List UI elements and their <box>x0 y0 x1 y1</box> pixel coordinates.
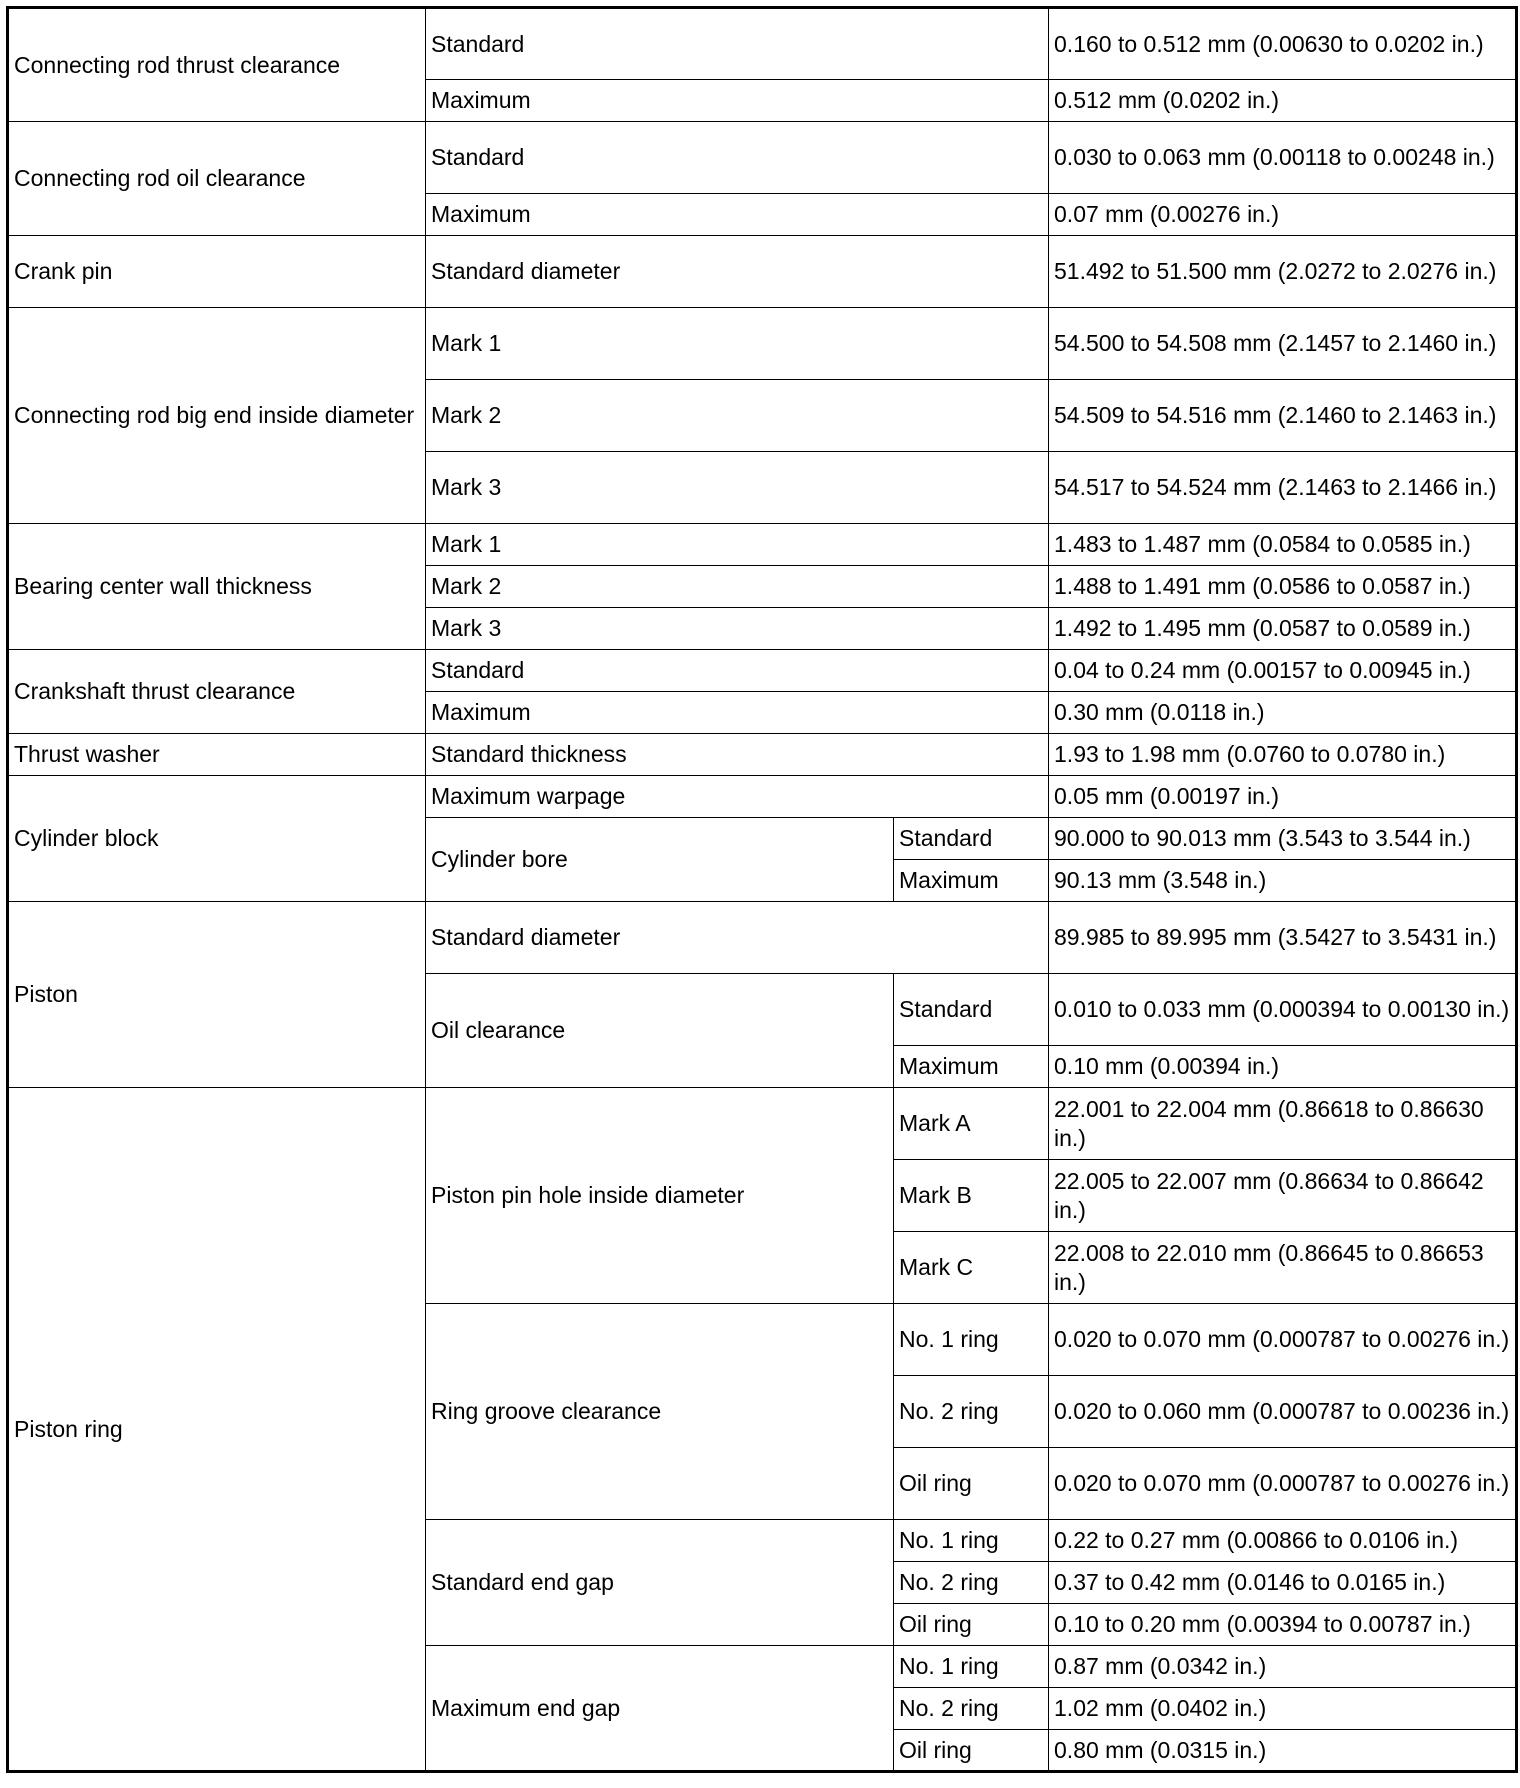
subitem-cell: Mark 3 <box>426 608 1049 650</box>
value-cell: 54.509 to 54.516 mm (2.1460 to 2.1463 in.) <box>1049 380 1517 452</box>
item-cell: Connecting rod thrust clearance <box>8 8 426 122</box>
item-cell: Piston <box>8 902 426 1088</box>
subitem-cell: Maximum warpage <box>426 776 1049 818</box>
table-row <box>8 524 1517 566</box>
subitem-cell: Standard <box>426 122 1049 194</box>
value-cell: 0.020 to 0.070 mm (0.000787 to 0.00276 in.) <box>1049 1448 1517 1520</box>
condition-cell: No. 2 ring <box>894 1376 1049 1448</box>
value-cell: 0.05 mm (0.00197 in.) <box>1049 776 1517 818</box>
table-row <box>8 734 1517 776</box>
subitem-cell: Ring groove clearance <box>426 1304 894 1520</box>
subitem-cell: Maximum <box>426 194 1049 236</box>
table-row <box>8 1088 1517 1160</box>
item-cell: Connecting rod big end inside diameter <box>8 308 426 524</box>
subitem-cell: Mark 1 <box>426 308 1049 380</box>
value-cell: 1.488 to 1.491 mm (0.0586 to 0.0587 in.) <box>1049 566 1517 608</box>
value-cell: 22.005 to 22.007 mm (0.86634 to 0.86642 in.) <box>1049 1160 1517 1232</box>
value-cell: 90.000 to 90.013 mm (3.543 to 3.544 in.) <box>1049 818 1517 860</box>
value-cell: 0.10 mm (0.00394 in.) <box>1049 1046 1517 1088</box>
value-cell: 0.87 mm (0.0342 in.) <box>1049 1646 1517 1688</box>
subitem-cell: Cylinder bore <box>426 818 894 902</box>
value-cell: 0.010 to 0.033 mm (0.000394 to 0.00130 in.) <box>1049 974 1517 1046</box>
value-cell: 22.001 to 22.004 mm (0.86618 to 0.86630 in.) <box>1049 1088 1517 1160</box>
table-row <box>8 902 1517 974</box>
subitem-cell: Standard diameter <box>426 902 1049 974</box>
subitem-cell: Mark 2 <box>426 566 1049 608</box>
value-cell: 1.02 mm (0.0402 in.) <box>1049 1688 1517 1730</box>
subitem-cell: Standard <box>426 8 1049 80</box>
condition-cell: Mark C <box>894 1232 1049 1304</box>
table-row <box>8 236 1517 308</box>
table-row <box>8 122 1517 194</box>
value-cell: 0.10 to 0.20 mm (0.00394 to 0.00787 in.) <box>1049 1604 1517 1646</box>
value-cell: 1.93 to 1.98 mm (0.0760 to 0.0780 in.) <box>1049 734 1517 776</box>
condition-cell: No. 1 ring <box>894 1520 1049 1562</box>
item-cell: Thrust washer <box>8 734 426 776</box>
condition-cell: No. 2 ring <box>894 1562 1049 1604</box>
subitem-cell: Mark 2 <box>426 380 1049 452</box>
item-cell: Cylinder block <box>8 776 426 902</box>
value-cell: 0.160 to 0.512 mm (0.00630 to 0.0202 in.) <box>1049 8 1517 80</box>
subitem-cell: Mark 1 <box>426 524 1049 566</box>
value-cell: 1.492 to 1.495 mm (0.0587 to 0.0589 in.) <box>1049 608 1517 650</box>
table-row <box>8 8 1517 80</box>
condition-cell: Standard <box>894 974 1049 1046</box>
item-cell: Bearing center wall thickness <box>8 524 426 650</box>
table-row <box>8 776 1517 818</box>
item-cell: Piston ring <box>8 1088 426 1772</box>
subitem-cell: Standard end gap <box>426 1520 894 1646</box>
value-cell: 0.512 mm (0.0202 in.) <box>1049 80 1517 122</box>
table-row <box>8 308 1517 380</box>
subitem-cell: Mark 3 <box>426 452 1049 524</box>
value-cell: 1.483 to 1.487 mm (0.0584 to 0.0585 in.) <box>1049 524 1517 566</box>
table-row <box>8 650 1517 692</box>
specification-table <box>6 6 1518 1773</box>
condition-cell: Mark A <box>894 1088 1049 1160</box>
value-cell: 0.020 to 0.060 mm (0.000787 to 0.00236 in.) <box>1049 1376 1517 1448</box>
subitem-cell: Oil clearance <box>426 974 894 1088</box>
subitem-cell: Maximum end gap <box>426 1646 894 1772</box>
value-cell: 0.07 mm (0.00276 in.) <box>1049 194 1517 236</box>
subitem-cell: Maximum <box>426 80 1049 122</box>
condition-cell: No. 1 ring <box>894 1646 1049 1688</box>
condition-cell: Oil ring <box>894 1730 1049 1772</box>
value-cell: 0.22 to 0.27 mm (0.00866 to 0.0106 in.) <box>1049 1520 1517 1562</box>
value-cell: 0.030 to 0.063 mm (0.00118 to 0.00248 in.) <box>1049 122 1517 194</box>
value-cell: 22.008 to 22.010 mm (0.86645 to 0.86653 in.) <box>1049 1232 1517 1304</box>
subitem-cell: Standard <box>426 650 1049 692</box>
subitem-cell: Standard thickness <box>426 734 1049 776</box>
item-cell: Crank pin <box>8 236 426 308</box>
value-cell: 51.492 to 51.500 mm (2.0272 to 2.0276 in.) <box>1049 236 1517 308</box>
condition-cell: Maximum <box>894 1046 1049 1088</box>
value-cell: 89.985 to 89.995 mm (3.5427 to 3.5431 in.) <box>1049 902 1517 974</box>
subitem-cell: Maximum <box>426 692 1049 734</box>
item-cell: Connecting rod oil clearance <box>8 122 426 236</box>
condition-cell: Standard <box>894 818 1049 860</box>
value-cell: 0.80 mm (0.0315 in.) <box>1049 1730 1517 1772</box>
condition-cell: Maximum <box>894 860 1049 902</box>
condition-cell: Oil ring <box>894 1448 1049 1520</box>
value-cell: 54.500 to 54.508 mm (2.1457 to 2.1460 in.) <box>1049 308 1517 380</box>
value-cell: 90.13 mm (3.548 in.) <box>1049 860 1517 902</box>
item-cell: Crankshaft thrust clearance <box>8 650 426 734</box>
value-cell: 0.37 to 0.42 mm (0.0146 to 0.0165 in.) <box>1049 1562 1517 1604</box>
value-cell: 54.517 to 54.524 mm (2.1463 to 2.1466 in.) <box>1049 452 1517 524</box>
value-cell: 0.04 to 0.24 mm (0.00157 to 0.00945 in.) <box>1049 650 1517 692</box>
condition-cell: Oil ring <box>894 1604 1049 1646</box>
value-cell: 0.020 to 0.070 mm (0.000787 to 0.00276 in.) <box>1049 1304 1517 1376</box>
subitem-cell: Piston pin hole inside diameter <box>426 1088 894 1304</box>
condition-cell: Mark B <box>894 1160 1049 1232</box>
subitem-cell: Standard diameter <box>426 236 1049 308</box>
condition-cell: No. 1 ring <box>894 1304 1049 1376</box>
value-cell: 0.30 mm (0.0118 in.) <box>1049 692 1517 734</box>
condition-cell: No. 2 ring <box>894 1688 1049 1730</box>
